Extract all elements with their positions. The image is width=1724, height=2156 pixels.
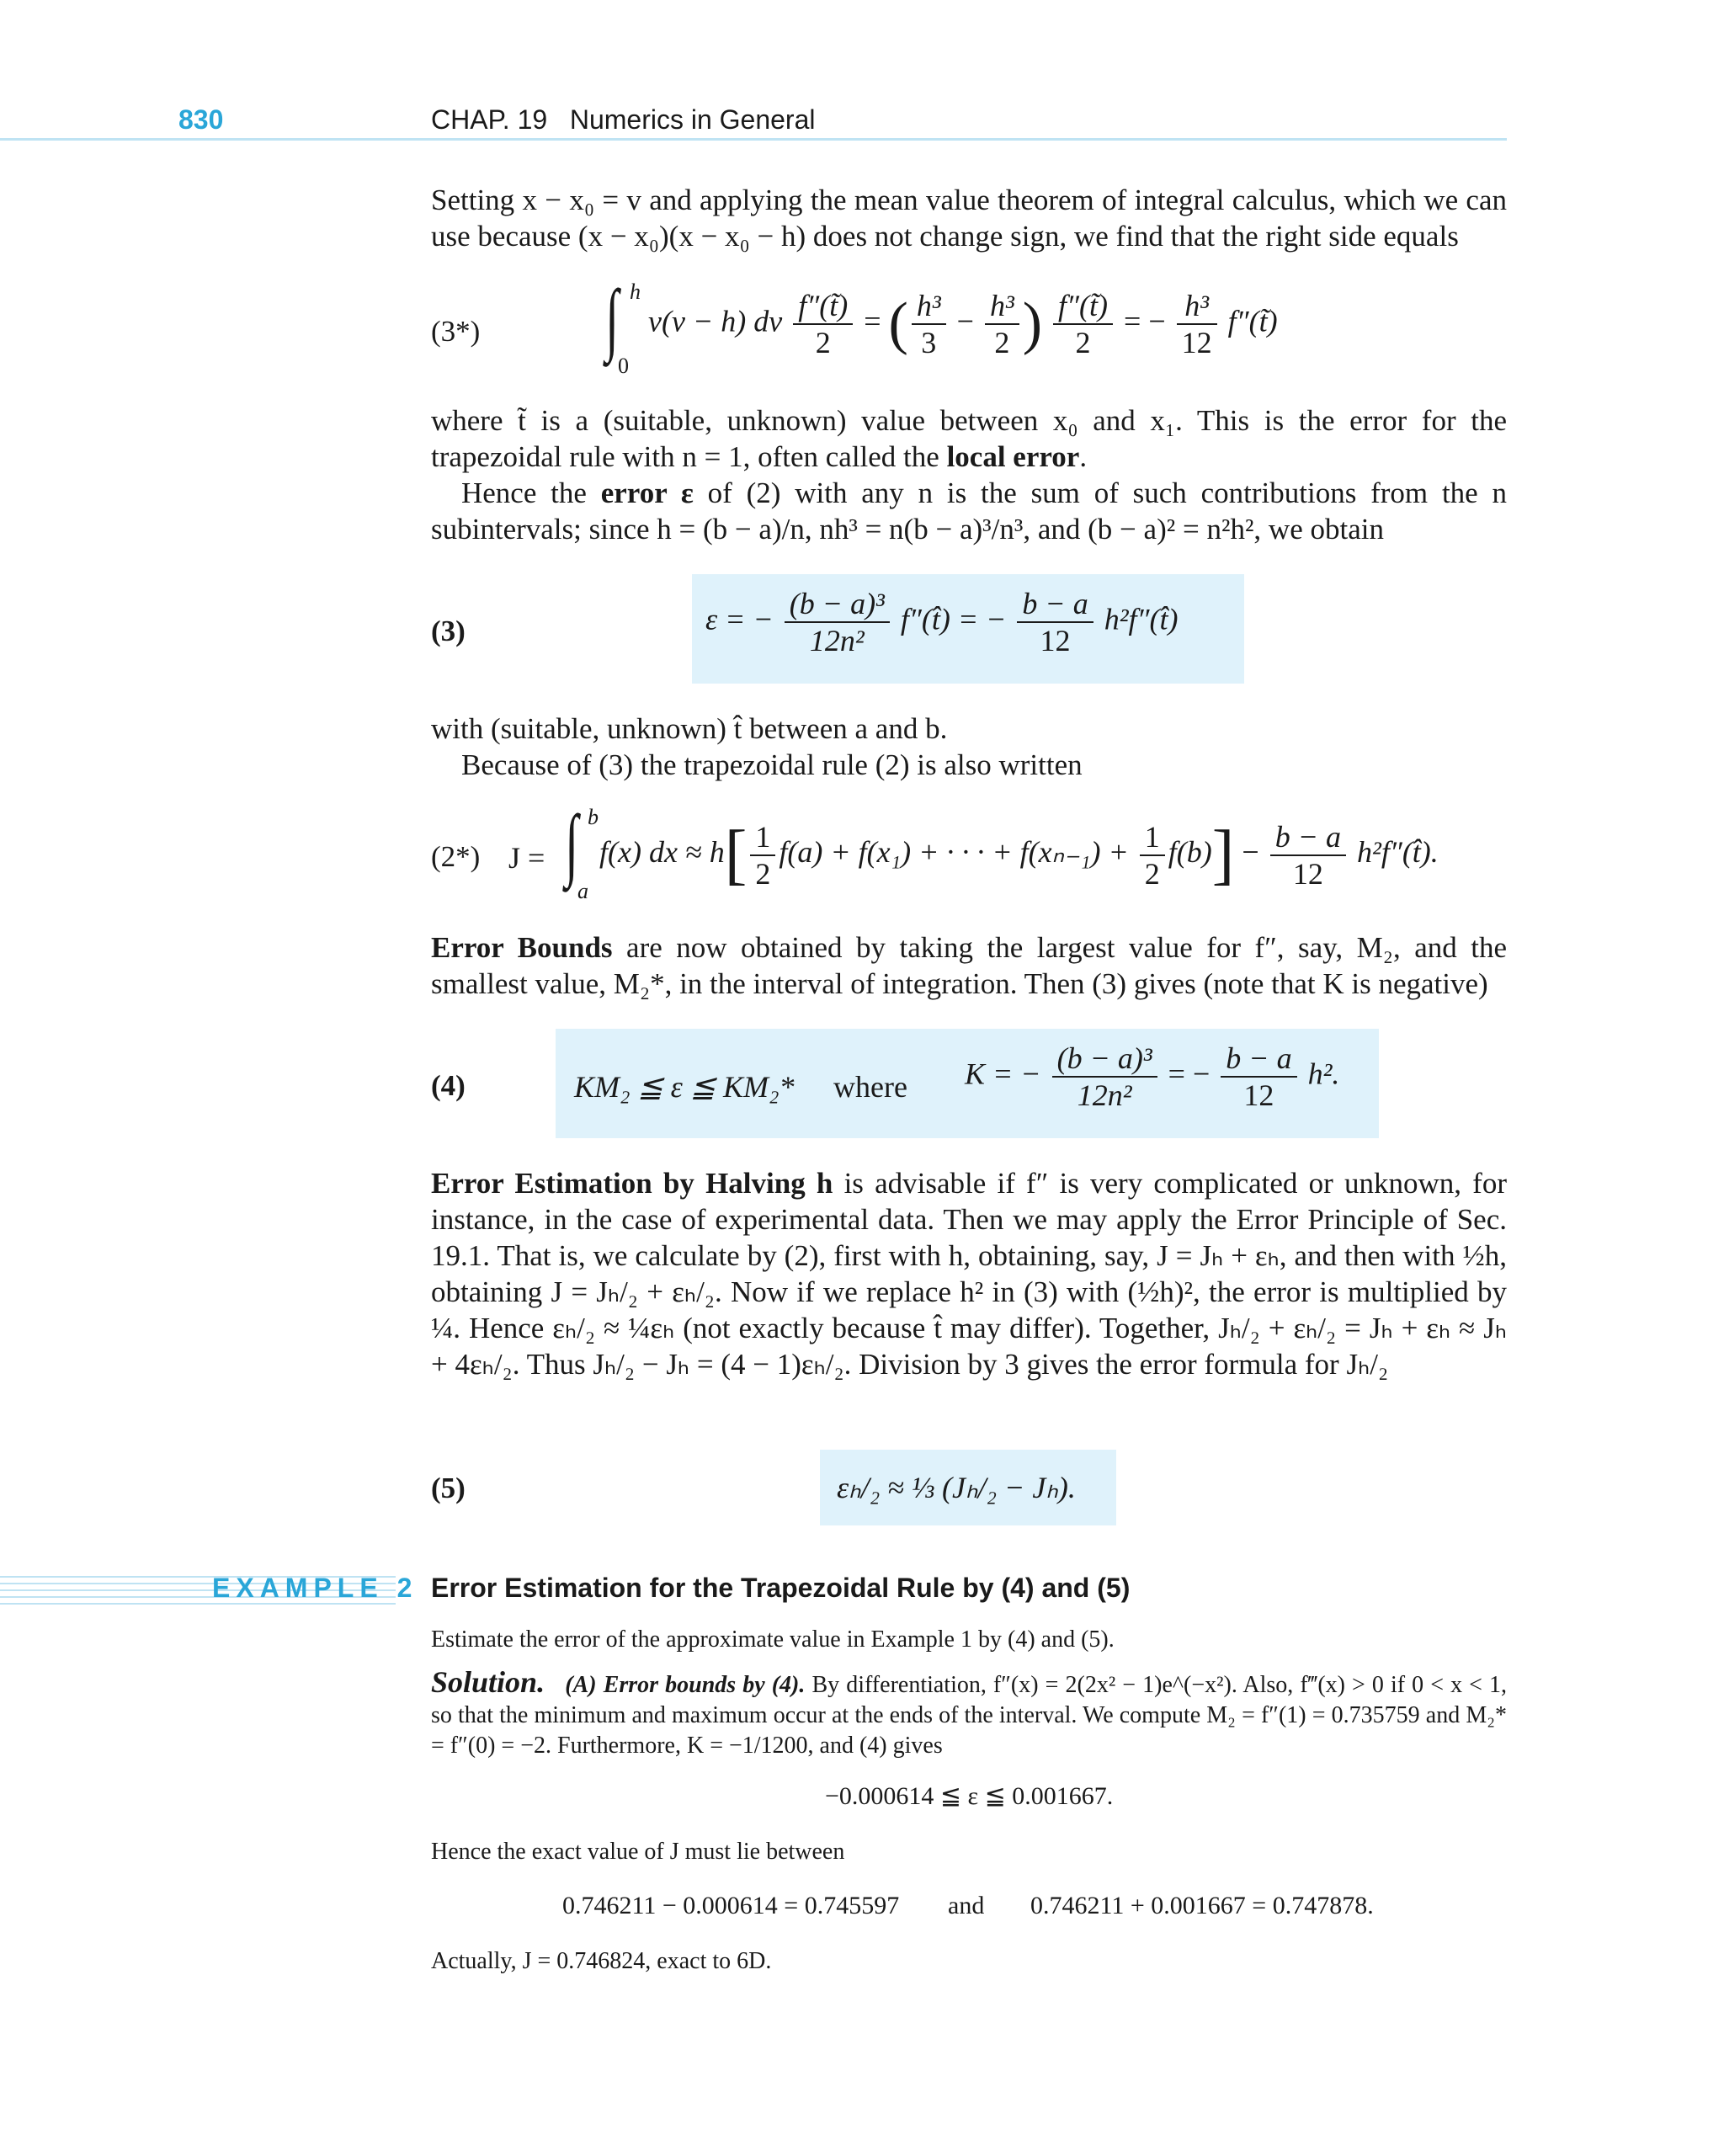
paragraph-error-bounds [431,929,1507,1002]
error-bounds-term: Error Bounds [431,931,613,964]
part-a-text: By differentiation, f″(x) = 2(2x² − 1)e^(−x²). Also, f‴(x) > 0 if 0 < x < 1, so that the minimum and maximum occur at the ends of the interval. We compute M₂ = f″(1) = 0.735759 and M₂* = f″(0) = −2. Furthermore, K = −1/1200, and (4) gives [431,1672,1508,1759]
upper-bound: 0.746211 + 0.001667 = 0.747878. [1030,1892,1374,1919]
left-paren: ( [888,291,908,356]
frac-num: b − a [1017,586,1093,623]
eq3star-body [648,288,1278,360]
eq4-end: h². [1307,1057,1340,1091]
example-solution [431,1667,1507,1761]
para3-text: of (2) with any n is the sum of such contributions from the n subintervals; since h = (b − a)/n, nh³ = n(b − a)³/n³, and (b − a)² = n²h², we obtain [431,476,1507,546]
frac-num: (b − a)³ [1052,1041,1157,1078]
frac-den: 12 [1243,1078,1274,1112]
eq4-klhs: K = − [965,1057,1041,1091]
eq4-k [965,1041,1339,1113]
frac-den: 12 [1292,856,1323,891]
actual-line [431,1946,1507,1977]
error-term: error ε [600,476,694,509]
eq2star-lower: a [577,879,588,903]
intro-text: Setting x − x₀ = v and applying the mean value theorem of integral calculus, which we can use because (x − x₀)(x − x₀ − h) does not change sign, we find that the right side equals [431,184,1507,253]
integral-sign: ∫ [565,798,579,888]
running-head [431,104,815,136]
example-title: Error Estimation for the Trapezoidal Rule by (4) and (5) [431,1573,1131,1603]
chapter-number: CHAP. 19 [431,104,548,135]
eq2star-half1 [750,819,775,892]
eq3star-frac3 [985,288,1019,360]
eq4-label: (4) [431,1069,466,1102]
eq4-where: where [833,1070,907,1104]
eq2star-integrand: f(x) dx ≈ h [599,834,725,869]
frac-den: 2 [1075,326,1091,359]
eq2star-label: (2*) [431,840,481,873]
eq2star-integral [561,798,583,888]
frac-num: h³ [912,288,946,325]
para5-text: Because of (3) the trapezoidal rule (2) is also written [461,748,1083,781]
eq5-label: (5) [431,1472,466,1504]
eq2star-lhs: J = [508,841,545,875]
eq2star-body [599,817,1439,893]
eq4-frac2 [1221,1041,1296,1113]
eq2star-upper: b [588,805,599,829]
paragraph-local-error [431,402,1507,547]
frac-num: 1 [1140,819,1165,856]
frac-num: h³ [985,288,1019,325]
right-bracket: ] [1211,817,1235,892]
frac-den: 3 [921,326,937,359]
eq3star-frac1 [793,288,853,360]
eq4-mid: = − [1168,1057,1211,1091]
eq4-inequality: KM₂ ≦ ε ≦ KM₂* [574,1070,795,1104]
frac-den: 12n² [809,624,865,657]
example-statement [431,1625,1507,1655]
statement-text: Estimate the error of the approximate value in Example 1 by (4) and (5). [431,1626,1115,1653]
solution-label: Solution. [431,1665,545,1699]
equals: = [864,304,881,338]
minus: − [956,304,974,338]
eq3star-lower: 0 [618,354,629,378]
eq3star-frac4 [1053,288,1113,360]
integral-sign: ∫ [605,273,620,363]
minus: − [1242,834,1259,869]
eq3star-frac5 [1177,288,1217,360]
eq2star-sum: f(a) + f(x₁) + · · · + f(xₙ₋₁) + [779,834,1129,869]
right-paren: ) [1022,291,1043,356]
eq3-frac1 [785,586,890,658]
header-rule [0,138,1507,141]
eq3-mid: f″(t̂) = − [900,602,1007,636]
halving-term: Error Estimation by Halving h [431,1167,833,1200]
intro-paragraph [431,182,1507,254]
eq3star [601,273,623,363]
eq3star-ft: f″(t̃) [1227,304,1278,338]
frac-den: 2 [815,326,831,359]
eq3-frac2 [1017,586,1093,658]
equals: = [1124,304,1141,338]
frac-num: f″(t̃) [1053,288,1113,325]
minus: − [1148,304,1166,338]
eq3-lhs: ε = − [705,602,774,636]
hence-line [431,1837,1507,1867]
eq3-formula [705,586,1178,658]
error-bound-line: −0.000614 ≦ ε ≦ 0.001667. [825,1782,1114,1810]
chapter-title: Numerics in General [569,104,816,135]
frac-den: 2 [755,856,771,891]
para2-end: . [1079,440,1088,473]
eq3-label: (3) [431,615,466,647]
hence-text: Hence the exact value of J must lie between [431,1839,845,1865]
frac-den: 12 [1040,624,1071,657]
frac-num: b − a [1221,1041,1296,1078]
frac-den: 12n² [1077,1078,1132,1112]
actual-text: Actually, J = 0.746824, exact to 6D. [431,1948,772,1974]
lower-bound: 0.746211 − 0.000614 = 0.745597 [562,1892,900,1919]
eq3star-label: (3*) [431,315,481,348]
frac-num: (b − a)³ [785,586,890,623]
paragraph-halving [431,1165,1507,1382]
paragraph-that [431,711,1507,783]
frac-num: 1 [750,819,775,856]
eq2star-end: h²f″(t̂). [1357,834,1439,869]
para4-text: with (suitable, unknown) t̂ between a and b. [431,712,948,745]
eq2star-fb: f(b) [1168,834,1212,869]
eq5-formula: εₕ/₂ ≈ ⅓ (Jₕ/₂ − Jₕ). [837,1471,1076,1504]
para2-text: where t̃ is a (suitable, unknown) value between x₀ and x₁. This is the error for the trapezoidal rule with n = 1, often called the [431,404,1507,473]
part-a-heading: (A) Error bounds by (4). [565,1672,806,1698]
eq3star-upper: h [630,279,641,304]
and-word: and [948,1892,985,1919]
eq3-end: h²f″(t̂) [1104,602,1179,636]
eq3star-frac2 [912,288,946,360]
frac-num: h³ [1177,288,1217,325]
para6-text: are now obtained by taking the largest value for f″, say, M₂, and the smallest value, M₂*, in the interval of integration. Then (3) gives (note that K is negative) [431,931,1507,1000]
para3-start: Hence the [461,476,587,509]
left-bracket: [ [724,817,748,892]
eq2star-frac [1270,819,1346,892]
frac-den: 2 [994,326,1010,359]
example-tag: EXAMPLE 2 [212,1573,418,1603]
eq4-frac1 [1052,1041,1157,1113]
frac-num: b − a [1270,819,1346,856]
frac-den: 12 [1181,326,1212,359]
local-error-term: local error [946,440,1080,473]
frac-den: 2 [1144,856,1160,891]
eq2star-half2 [1140,819,1165,892]
eq3star-integrand: v(v − h) dv [648,304,783,338]
para7-text: is advisable if f″ is very complicated or unknown, for instance, in the case of experimental data. Then we may apply the Error Principle of Sec. 19.1. That is, we calculate by (2), first with h, obtaining, say, J = Jₕ + εₕ, and then with ½h, obtaining J = Jₕ/₂ + εₕ/₂. Now if we replace h² in (3) with (½h)², the error is multiplied by ¼. Hence εₕ/₂ ≈ ¼εₕ (not exactly because t̂ may differ). Together, Jₕ/₂ + εₕ/₂ = Jₕ + εₕ ≈ Jₕ + 4εₕ/₂. Thus Jₕ/₂ − Jₕ = (4 − 1)εₕ/₂. Division by 3 gives the error formula for Jₕ/₂ [431,1167,1507,1381]
page-number: 830 [178,104,224,135]
frac-num: f″(t̃) [793,288,853,325]
